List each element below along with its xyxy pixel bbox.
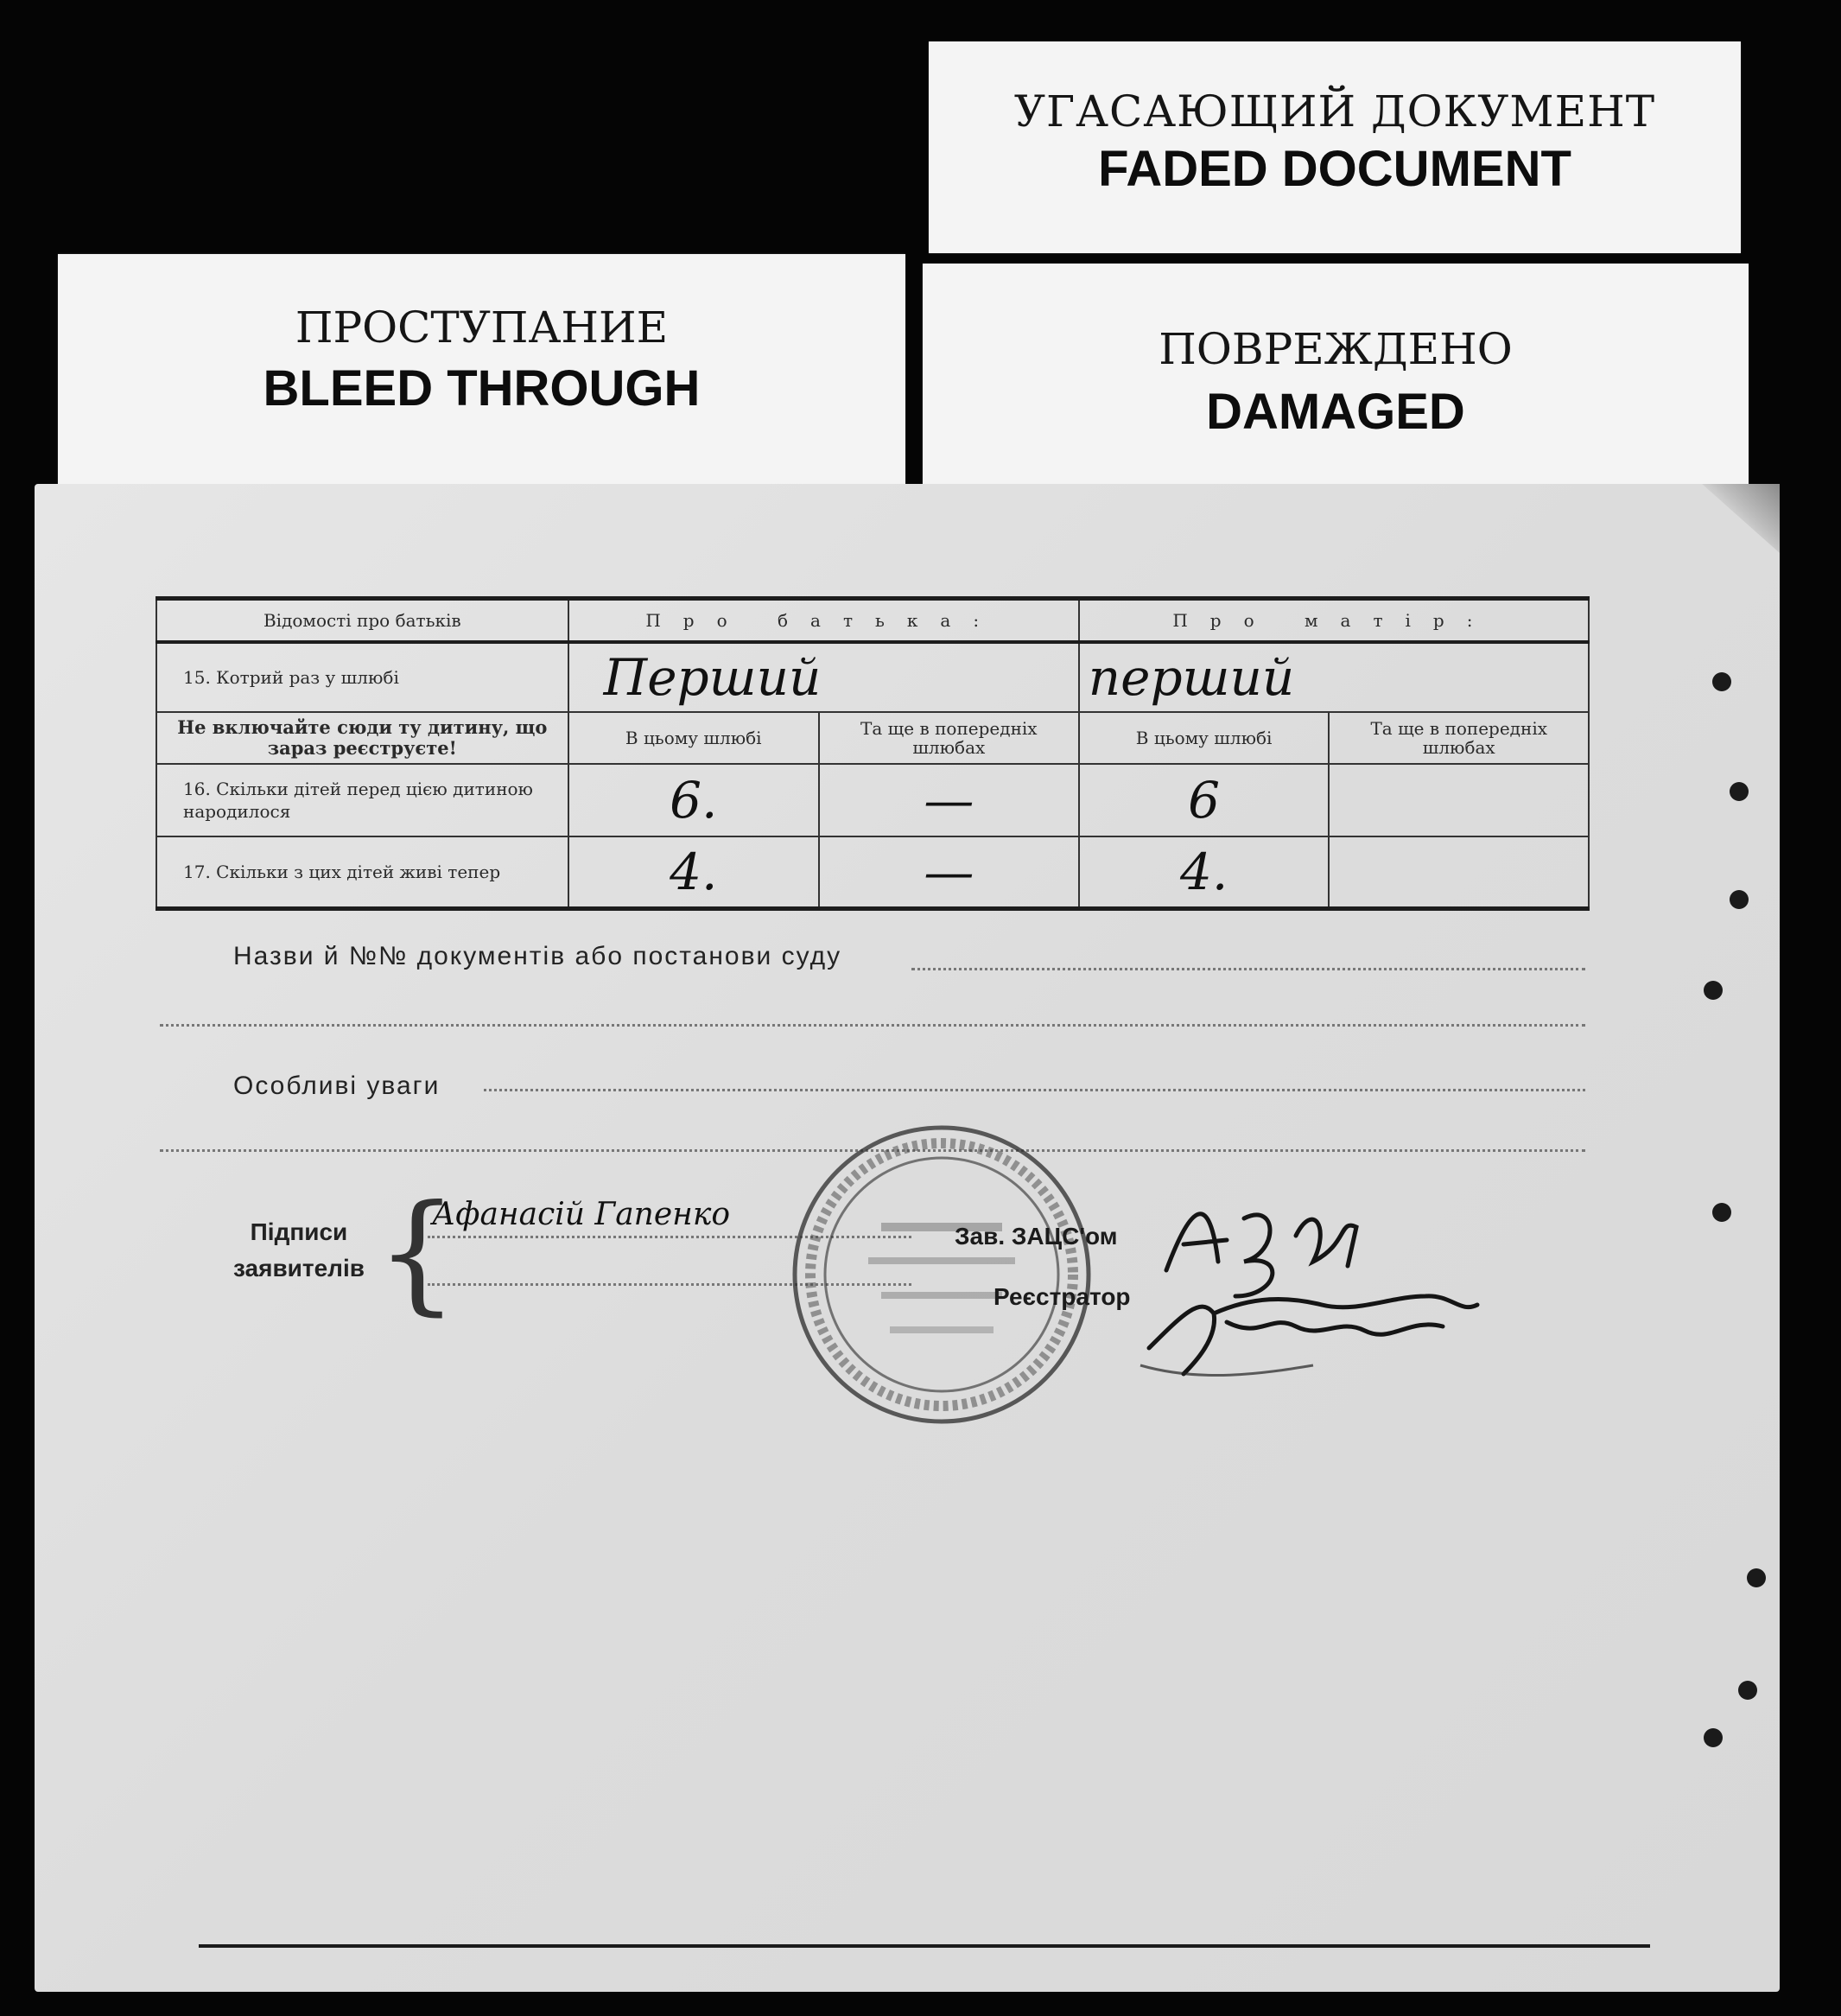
bottom-rule [199, 1944, 1650, 1948]
bleed-through-label-card [58, 254, 905, 505]
row16-mother-this: 6 [1079, 764, 1330, 836]
row15-father-value: Перший [568, 642, 1079, 712]
row17-mother-prev [1329, 836, 1589, 909]
punch-hole [1747, 1568, 1766, 1587]
header-father: Про батька: [568, 599, 1079, 643]
exclude-child-note: Не включайте сюди ту дитину, що зараз реєструєте! [156, 712, 568, 764]
damaged-label-ru: ПОВРЕЖДЕНО [1159, 324, 1513, 374]
applicant-signature: Афанасій Гапенко [432, 1197, 731, 1232]
damaged-label-card [923, 264, 1749, 506]
row-17 [156, 836, 1589, 909]
official-round-stamp [786, 1119, 1097, 1430]
row17-father-prev: — [819, 836, 1079, 909]
parents-info-table [156, 596, 1590, 911]
head-of-registry-role: Зав. ЗАЦС'ом [955, 1223, 1118, 1250]
folded-corner [1702, 484, 1780, 553]
documents-line-1 [911, 968, 1585, 970]
row15-mother-value: перший [1079, 642, 1589, 712]
father-this-marriage-header: В цьому шлюбі [568, 712, 819, 764]
row16-mother-prev [1329, 764, 1589, 836]
punch-hole [1712, 672, 1731, 691]
punch-hole [1704, 981, 1723, 1000]
row-15 [156, 642, 1589, 712]
punch-hole [1730, 890, 1749, 909]
signatures-label-line1: Підписи [250, 1218, 348, 1245]
faded-document-label-card [929, 41, 1741, 253]
father-previous-marriages-header: Та ще в попередніх шлюбах [819, 712, 1079, 764]
punch-hole [1738, 1681, 1757, 1700]
signatures-label [233, 1214, 365, 1287]
remarks-label: Особливі уваги [233, 1072, 441, 1100]
mother-this-marriage-header: В цьому шлюбі [1079, 712, 1330, 764]
official-signatures-ink [1132, 1167, 1512, 1409]
table-header-row [156, 599, 1589, 643]
punch-hole [1704, 1728, 1723, 1747]
note-row [156, 712, 1589, 764]
remarks-line-1 [484, 1089, 1585, 1091]
row17-mother-this: 4. [1079, 836, 1330, 909]
row-16 [156, 764, 1589, 836]
faded-label-ru: УГАСАЮЩИЙ ДОКУМЕНТ [1013, 86, 1656, 137]
damaged-label-en: DAMAGED [1206, 384, 1465, 440]
row16-father-prev: — [819, 764, 1079, 836]
signature-brace: { [376, 1178, 459, 1328]
bleed-label-ru: ПРОСТУПАНИЕ [295, 302, 669, 353]
documents-label: Назви й №№ документів або постанови суду [233, 942, 842, 970]
signatures-label-line2: заявителів [233, 1255, 365, 1281]
row16-label: 16. Скільки дітей перед цією дитиною народилося [156, 764, 568, 836]
header-mother: Про матір: [1079, 599, 1589, 643]
row17-label: 17. Скільки з цих дітей живі тепер [156, 836, 568, 909]
bleed-label-en: BLEED THROUGH [263, 360, 701, 417]
punch-hole [1712, 1203, 1731, 1222]
header-parents-info: Відомості про батьків [156, 599, 568, 643]
row16-father-this: 6. [568, 764, 819, 836]
registrar-role: Реєстратор [994, 1283, 1131, 1310]
faded-label-en: FADED DOCUMENT [1098, 141, 1571, 197]
documents-line-2 [160, 1024, 1585, 1027]
row17-father-this: 4. [568, 836, 819, 909]
document-sheet [35, 484, 1780, 1992]
mother-previous-marriages-header: Та ще в попередніх шлюбах [1329, 712, 1589, 764]
row15-label: 15. Котрий раз у шлюбі [156, 642, 568, 712]
punch-hole [1730, 782, 1749, 801]
